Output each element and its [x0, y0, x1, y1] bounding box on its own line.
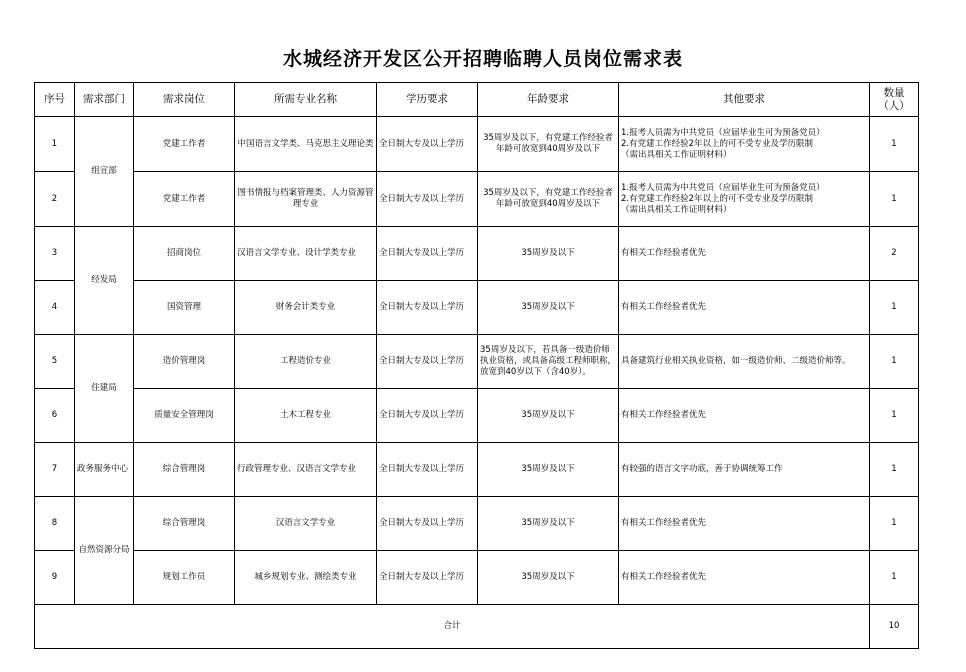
cell-edu: 全日制大专及以上学历	[377, 443, 478, 497]
cell-major: 工程造价专业	[235, 335, 377, 389]
table-row	[35, 389, 919, 443]
cell-major: 汉语言文学专业	[235, 497, 377, 551]
cell-age: 35周岁及以下，有党建工作经验者年龄可放宽到40周岁及以下	[478, 172, 619, 227]
cell-age: 35周岁及以下	[478, 497, 619, 551]
cell-age: 35周岁及以下	[478, 551, 619, 605]
cell-edu: 全日制大专及以上学历	[377, 172, 478, 227]
cell-count: 1	[870, 281, 919, 335]
cell-post: 招商岗位	[134, 227, 235, 281]
cell-count: 2	[870, 227, 919, 281]
cell-major: 城乡规划专业、测绘类专业	[235, 551, 377, 605]
cell-age: 35周岁及以下，有党建工作经验者年龄可放宽到40周岁及以下	[478, 117, 619, 172]
cell-other: 有相关工作经验者优先	[619, 551, 870, 605]
total-row	[35, 605, 919, 649]
cell-dept: 政务服务中心	[75, 443, 134, 497]
cell-count: 1	[870, 335, 919, 389]
cell-age: 35周岁及以下	[478, 443, 619, 497]
cell-dept: 住建局	[75, 335, 134, 443]
cell-other: 1.报考人员需为中共党员（应届毕业生可为预备党员） 2.有党建工作经验2年以上的可不受专业及学历限制 （需出具相关工作证明材料）	[619, 117, 870, 172]
cell-major: 中国语言文学类、马克思主义理论类	[235, 117, 377, 172]
cell-post: 国资管理	[134, 281, 235, 335]
header-other: 其他要求	[619, 83, 870, 117]
cell-edu: 全日制大专及以上学历	[377, 335, 478, 389]
cell-major: 图书情报与档案管理类、人力资源管理专业	[235, 172, 377, 227]
table-row	[35, 443, 919, 497]
cell-post: 党建工作者	[134, 172, 235, 227]
cell-count: 1	[870, 389, 919, 443]
table-row	[35, 227, 919, 281]
header-count: 数量（人）	[870, 83, 919, 117]
table-row	[35, 117, 919, 172]
cell-post: 综合管理岗	[134, 443, 235, 497]
cell-major: 行政管理专业、汉语言文学专业	[235, 443, 377, 497]
total-label: 合计	[35, 605, 870, 649]
cell-age: 35周岁及以下	[478, 389, 619, 443]
cell-post: 造价管理岗	[134, 335, 235, 389]
positions-table	[34, 82, 919, 649]
cell-edu: 全日制大专及以上学历	[377, 497, 478, 551]
cell-other: 有较强的语言文字功底，善于协调统筹工作	[619, 443, 870, 497]
header-post: 需求岗位	[134, 83, 235, 117]
cell-edu: 全日制大专及以上学历	[377, 227, 478, 281]
header-dept: 需求部门	[75, 83, 134, 117]
cell-other: 具备建筑行业相关执业资格，如一级造价师、二级造价师等。	[619, 335, 870, 389]
cell-seq: 4	[35, 281, 75, 335]
cell-seq: 9	[35, 551, 75, 605]
cell-edu: 全日制大专及以上学历	[377, 551, 478, 605]
header-edu: 学历要求	[377, 83, 478, 117]
cell-seq: 5	[35, 335, 75, 389]
header-major: 所需专业名称	[235, 83, 377, 117]
cell-edu: 全日制大专及以上学历	[377, 117, 478, 172]
cell-seq: 6	[35, 389, 75, 443]
cell-age: 35周岁及以下，若具备一级造价师执业资格，或具备高级工程师职称，放宽到40岁以下（含40岁）。	[478, 335, 619, 389]
table-row	[35, 551, 919, 605]
cell-dept: 自然资源分局	[75, 497, 134, 605]
header-row	[35, 83, 919, 117]
cell-count: 1	[870, 443, 919, 497]
table-row	[35, 281, 919, 335]
cell-seq: 1	[35, 117, 75, 172]
table-row	[35, 172, 919, 227]
cell-post: 综合管理岗	[134, 497, 235, 551]
cell-age: 35周岁及以下	[478, 281, 619, 335]
table-row	[35, 497, 919, 551]
cell-age: 35周岁及以下	[478, 227, 619, 281]
cell-seq: 8	[35, 497, 75, 551]
cell-other: 有相关工作经验者优先	[619, 227, 870, 281]
cell-other: 有相关工作经验者优先	[619, 497, 870, 551]
cell-post: 党建工作者	[134, 117, 235, 172]
cell-post: 质量安全管理岗	[134, 389, 235, 443]
cell-dept: 经发局	[75, 227, 134, 335]
cell-count: 1	[870, 551, 919, 605]
cell-edu: 全日制大专及以上学历	[377, 281, 478, 335]
cell-other: 有相关工作经验者优先	[619, 389, 870, 443]
cell-seq: 2	[35, 172, 75, 227]
page-title: 水城经济开发区公开招聘临聘人员岗位需求表	[282, 48, 683, 70]
cell-other: 有相关工作经验者优先	[619, 281, 870, 335]
total-value: 10	[870, 605, 919, 649]
cell-major: 汉语言文学专业、设计学类专业	[235, 227, 377, 281]
cell-edu: 全日制大专及以上学历	[377, 389, 478, 443]
cell-seq: 3	[35, 227, 75, 281]
header-seq: 序号	[35, 83, 75, 117]
table-row	[35, 335, 919, 389]
header-age: 年龄要求	[478, 83, 619, 117]
cell-dept: 组宣部	[75, 117, 134, 227]
cell-seq: 7	[35, 443, 75, 497]
cell-other: 1.报考人员需为中共党员（应届毕业生可为预备党员） 2.有党建工作经验2年以上的可不受专业及学历限制 （需出具相关工作证明材料）	[619, 172, 870, 227]
cell-major: 财务会计类专业	[235, 281, 377, 335]
cell-count: 1	[870, 172, 919, 227]
cell-count: 1	[870, 497, 919, 551]
cell-post: 规划工作员	[134, 551, 235, 605]
cell-count: 1	[870, 117, 919, 172]
cell-major: 土木工程专业	[235, 389, 377, 443]
